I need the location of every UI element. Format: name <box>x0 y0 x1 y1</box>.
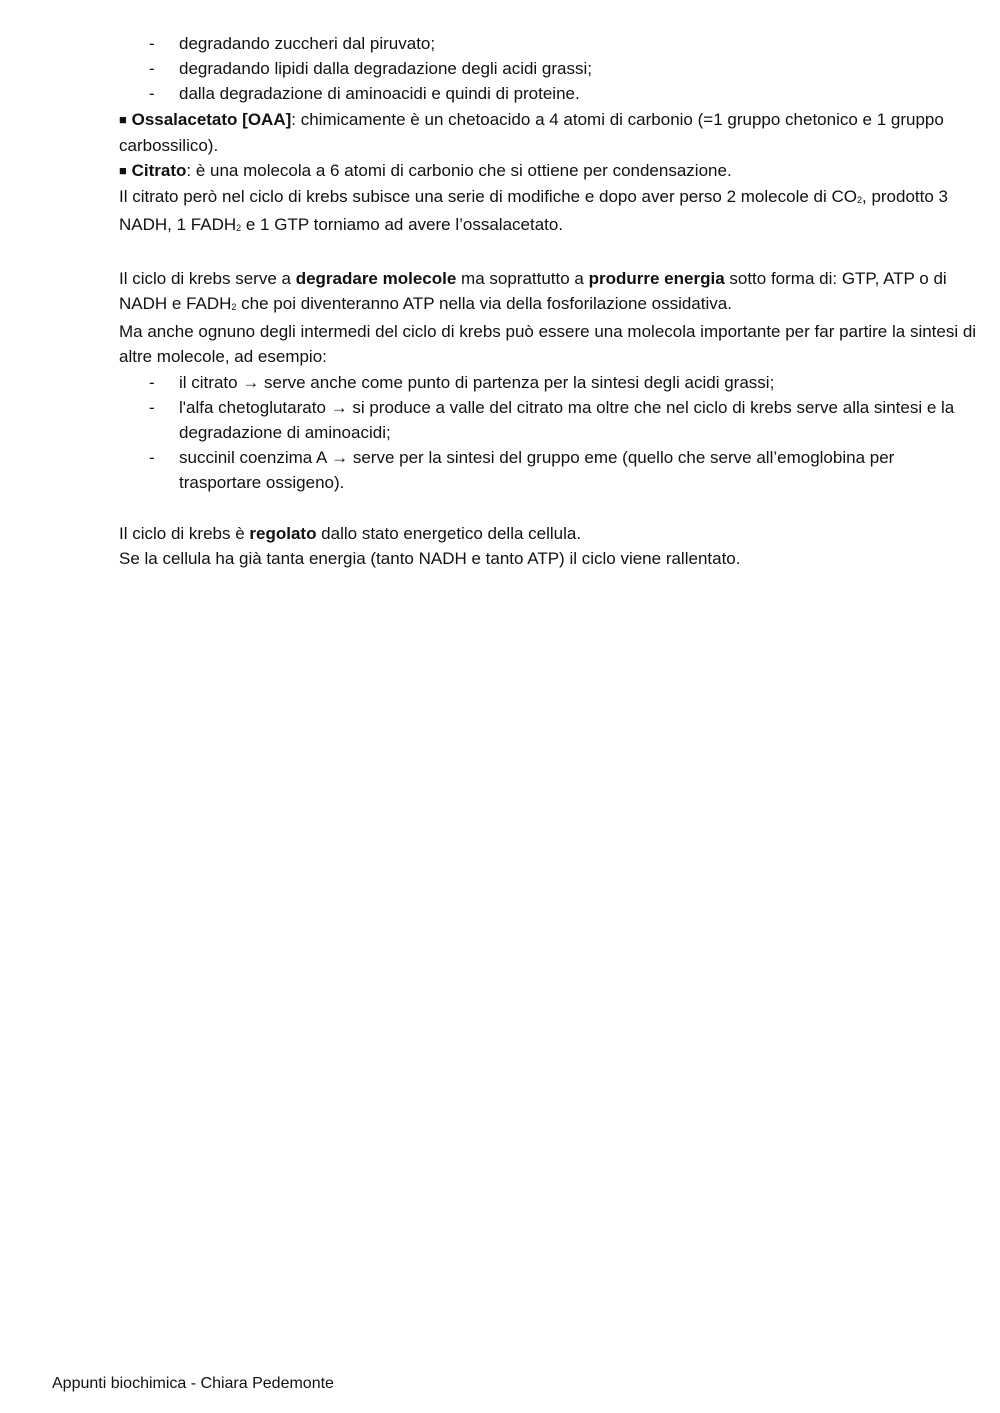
citrato-paragraph <box>119 184 979 240</box>
square-bullet-icon: ■ <box>119 163 127 179</box>
list-item <box>119 445 979 495</box>
list-item-text: dalla degradazione di aminoacidi e quindi di proteine. <box>179 84 580 104</box>
list-item-text: l'alfa chetoglutarato → si produce a valle del citrato ma oltre che nel ciclo di krebs serve alla sintesi e la degradazione di aminoacidi; <box>179 397 955 443</box>
dash-bullet: - <box>149 372 155 392</box>
list-item <box>119 81 979 106</box>
text-span: che poi diventeranno ATP nella via della fosforilazione ossidativa. <box>236 294 732 314</box>
list-item <box>119 56 979 81</box>
text-span: ma soprattutto a <box>456 268 589 288</box>
dash-bullet: - <box>149 59 155 79</box>
page-content <box>119 31 979 571</box>
citrato-text: : è una molecola a 6 atomi di carbonio che si ottiene per condensazione. <box>186 161 732 181</box>
energy-paragraph <box>119 266 979 319</box>
dash-bullet: - <box>149 397 155 417</box>
paragraph-gap <box>119 496 979 521</box>
list-item-text: degradando zuccheri dal piruvato; <box>179 34 436 53</box>
bold-text: produrre energia <box>588 268 725 288</box>
citrato-term: Citrato <box>131 161 187 181</box>
dash-bullet: - <box>149 34 155 53</box>
list-item <box>119 395 979 445</box>
list-item <box>119 31 979 56</box>
oaa-definition <box>119 107 979 158</box>
list-item <box>119 370 979 395</box>
citrato-definition <box>119 158 979 184</box>
energia-paragraph: Se la cellula ha già tanta energia (tanto NADH e tanto ATP) il ciclo viene rallentato. <box>119 549 741 569</box>
regolato-paragraph <box>119 521 979 546</box>
square-bullet-icon: ■ <box>119 111 127 127</box>
bold-text: degradare molecole <box>295 268 457 288</box>
list-item-text: succinil coenzima A → serve per la sintesi del gruppo eme (quello che serve all’emoglobina per trasportare ossigeno). <box>179 448 895 493</box>
list-item-text: il citrato → serve anche come punto di partenza per la sintesi degli acidi grassi; <box>179 372 775 392</box>
text-span: e 1 GTP torniamo ad avere l’ossalacetato. <box>241 215 564 235</box>
subscript: 2 <box>236 223 242 234</box>
text-span: Il citrato però nel ciclo di krebs subisce una serie di modifiche e dopo aver perso 2 molecole di CO <box>119 187 857 207</box>
oaa-term: Ossalacetato [OAA] <box>131 109 292 129</box>
dash-bullet: - <box>149 84 155 104</box>
text-span: sotto forma di: GTP, ATP o di NADH e FADH <box>119 268 947 314</box>
list-item-text: degradando lipidi dalla degradazione degli acidi grassi; <box>179 59 593 79</box>
page-footer: Appunti biochimica - Chiara Pedemonte <box>52 1375 334 1392</box>
text-span: Il ciclo di krebs è <box>119 523 250 543</box>
text-span: dallo stato energetico della cellula. <box>316 523 582 543</box>
bold-text: regolato <box>249 523 317 543</box>
paragraph-gap <box>119 241 979 266</box>
text-span: , prodotto 3 NADH, 1 FADH <box>119 187 949 235</box>
subscript: 2 <box>856 195 862 206</box>
dash-bullet: - <box>149 448 155 468</box>
intermedi-paragraph: Ma anche ognuno degli intermedi del ciclo di krebs può essere una molecola importante per far partire la sintesi di altre molecole, ad esempio: <box>119 322 977 367</box>
text-span: Il ciclo di krebs serve a <box>119 268 296 288</box>
oaa-text: : chimicamente è un chetoacido a 4 atomi di carbonio (=1 gruppo chetonico e 1 gruppo carbossilico). <box>119 109 944 155</box>
subscript: 2 <box>231 302 237 313</box>
